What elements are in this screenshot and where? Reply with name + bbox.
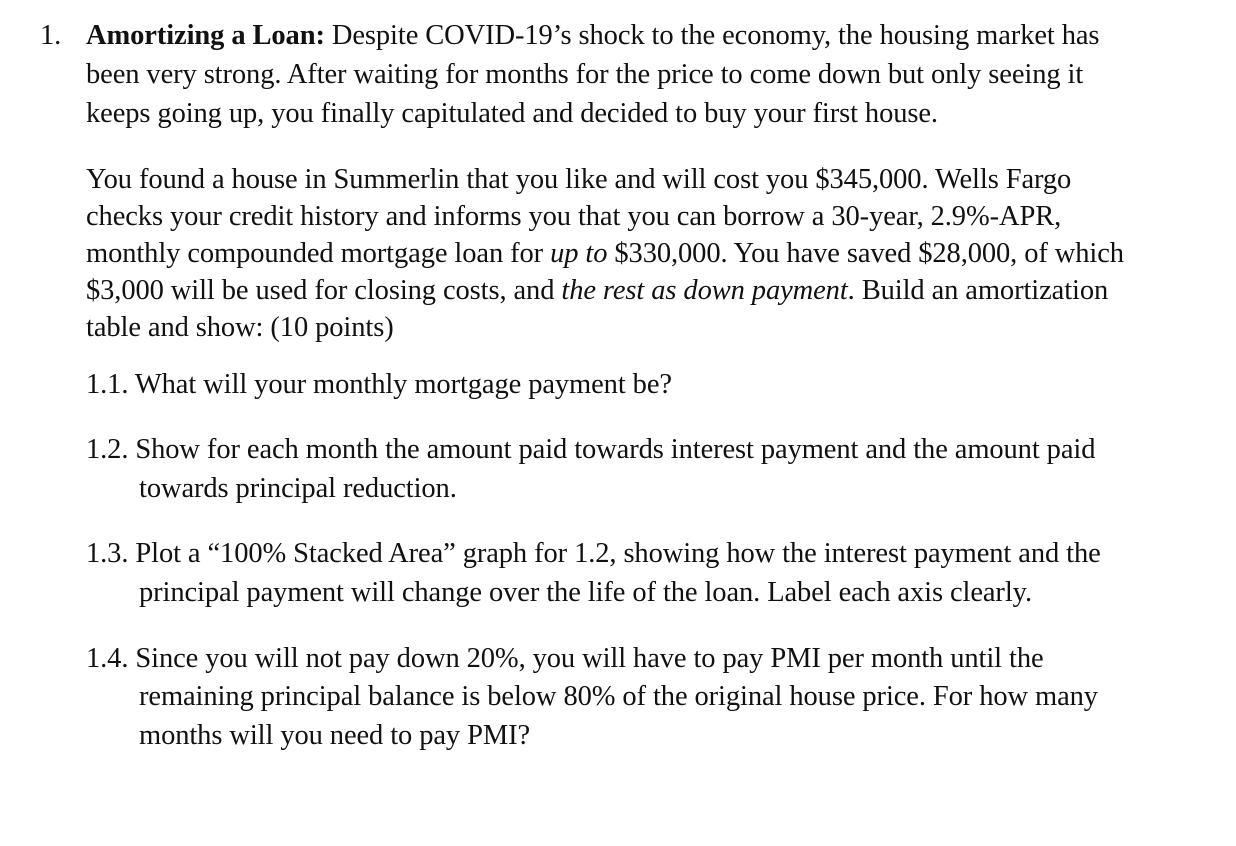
intro-line-3: keeps going up, you finally capitulated and decided to buy your first house. <box>86 98 938 129</box>
question-1-2-line-1: 1.2. Show for each month the amount paid towards interest payment and the amount paid <box>86 434 1096 465</box>
paragraph-line-4-italic: the rest as down payment <box>561 275 848 306</box>
question-1-4-line-2: remaining principal balance is below 80% of the original house price. For how many <box>139 681 1098 712</box>
question-1-4-line-3: months will you need to pay PMI? <box>139 720 531 751</box>
question-1-2-line-2: towards principal reduction. <box>139 473 457 504</box>
paragraph-line-4-start: $3,000 will be used for closing costs, and <box>86 275 562 306</box>
problem-number: 1. <box>40 20 62 51</box>
paragraph-line-1: You found a house in Summerlin that you like and will cost you $345,000. Wells Fargo <box>86 164 1072 195</box>
paragraph-line-3 <box>86 240 1124 269</box>
paragraph-line-3-start: monthly compounded mortgage loan for <box>86 238 551 269</box>
intro-line-1 <box>86 22 1099 51</box>
intro-text-1: Despite COVID-19’s shock to the economy, the housing market has <box>324 20 1100 51</box>
paragraph-line-5: table and show: (10 points) <box>86 312 394 343</box>
question-1-1: 1.1. What will your monthly mortgage payment be? <box>86 369 672 400</box>
problem-title: Amortizing a Loan: <box>86 20 325 51</box>
paragraph-line-4-end: . Build an amortization <box>847 275 1109 306</box>
paragraph-line-3-italic: up to <box>550 238 608 269</box>
paragraph-line-3-end: $330,000. You have saved $28,000, of which <box>607 238 1124 269</box>
intro-line-2: been very strong. After waiting for months for the price to come down but only seeing it <box>86 59 1084 90</box>
question-1-3-line-2: principal payment will change over the life of the loan. Label each axis clearly. <box>139 577 1032 608</box>
question-1-4-line-1: 1.4. Since you will not pay down 20%, you will have to pay PMI per month until the <box>86 643 1044 674</box>
question-1-3-line-1: 1.3. Plot a “100% Stacked Area” graph for 1.2, showing how the interest payment and the <box>86 538 1101 569</box>
paragraph-line-4 <box>86 277 1108 306</box>
paragraph-line-2: checks your credit history and informs you that you can borrow a 30-year, 2.9%-APR, <box>86 201 1062 232</box>
